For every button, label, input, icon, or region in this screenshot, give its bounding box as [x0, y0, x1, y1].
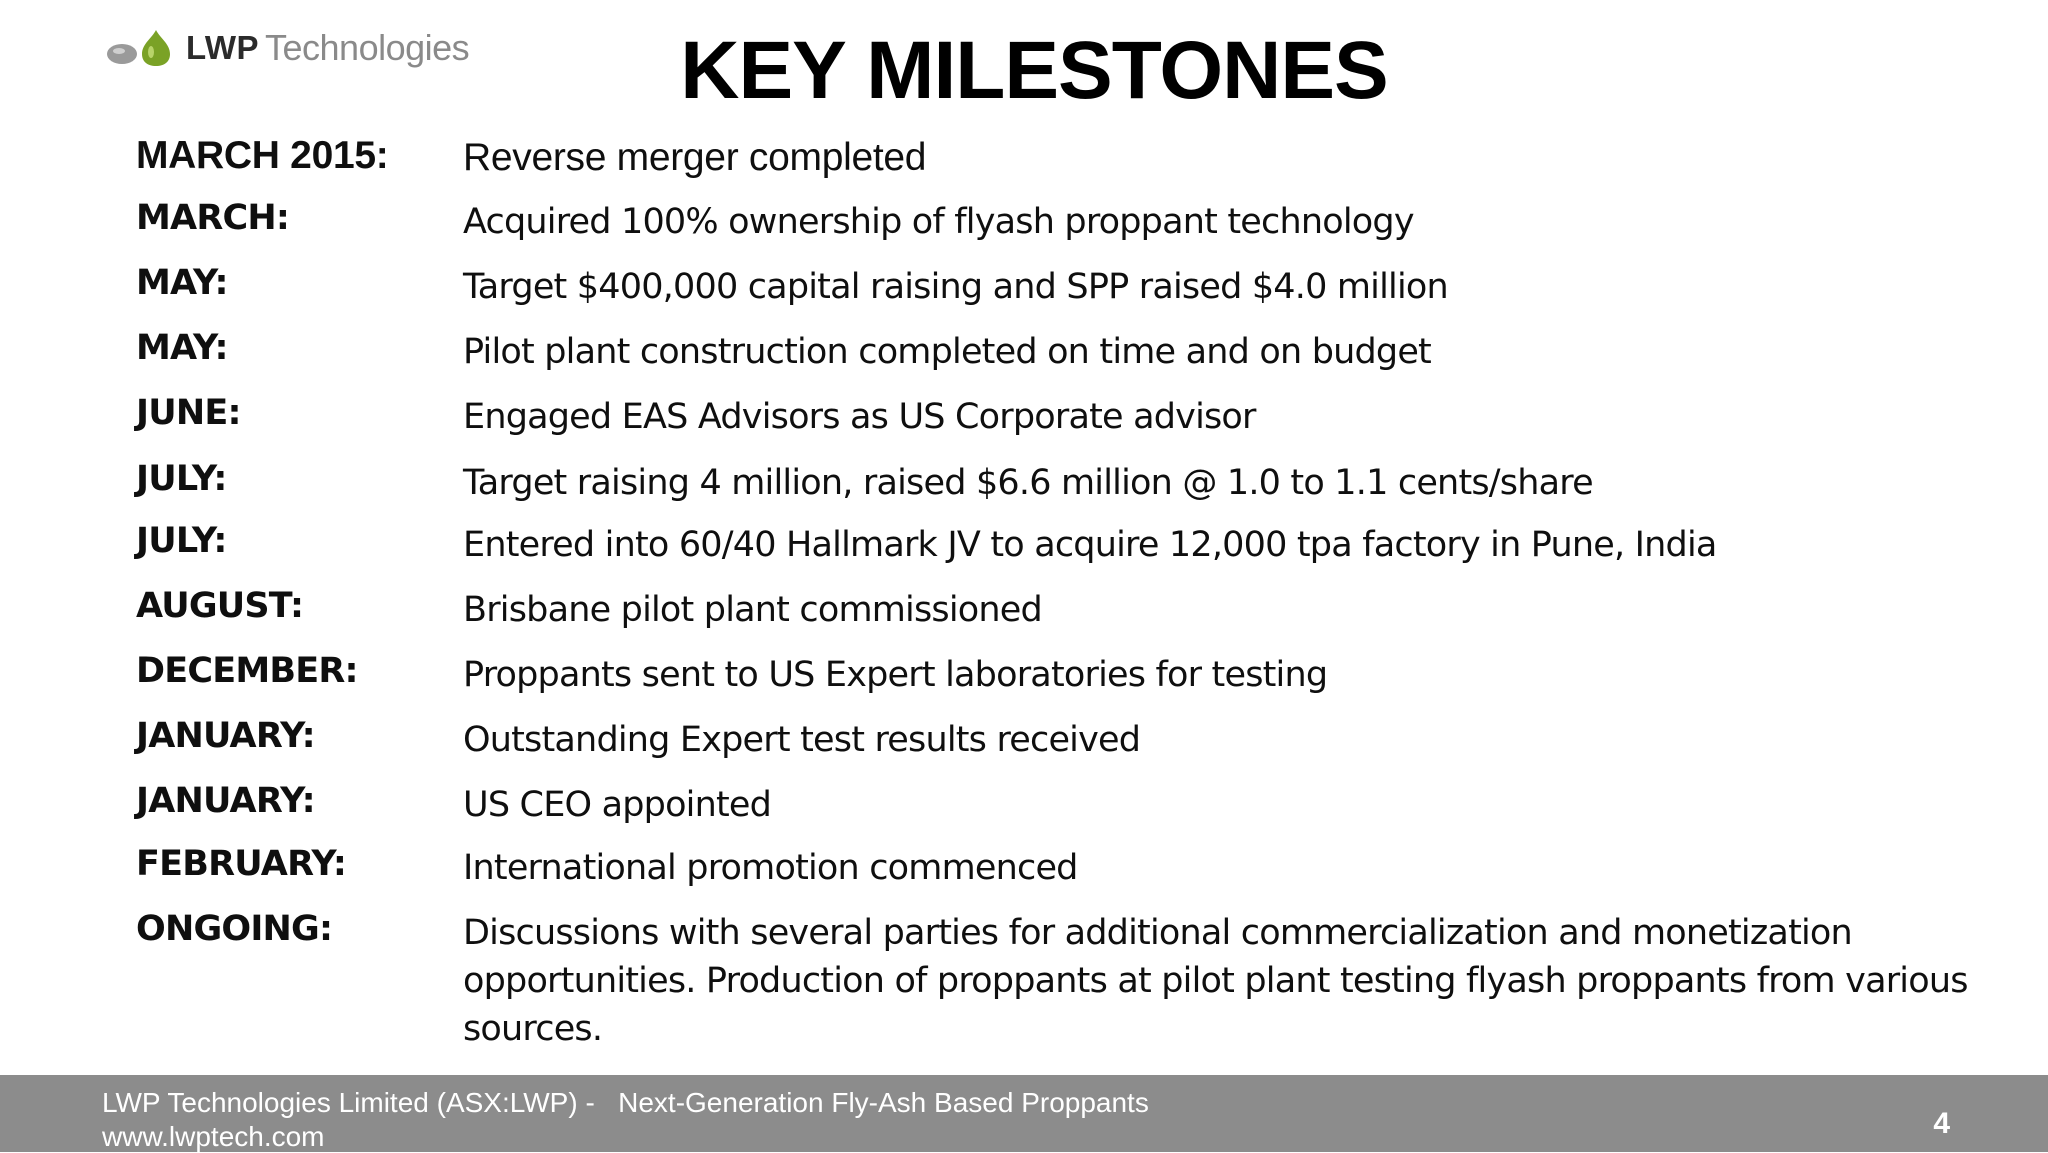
milestone-text: Brisbane pilot plant commissioned — [463, 590, 1042, 630]
slide-title: KEY MILESTONES — [680, 25, 1388, 116]
milestone-text: Entered into 60/40 Hallmark JV to acquire 12,000 tpa factory in Pune, India — [463, 525, 1717, 565]
milestone-text: Acquired 100% ownership of flyash proppant technology — [463, 202, 1414, 242]
page-number: 4 — [1933, 1107, 1950, 1140]
milestone-text: International promotion commenced — [463, 848, 1078, 888]
milestone-text: Pilot plant construction completed on time and on budget — [463, 332, 1431, 372]
milestone-date: MARCH 2015: — [136, 134, 389, 177]
milestone-text: Target raising 4 million, raised $6.6 million @ 1.0 to 1.1 cents/share — [463, 463, 1593, 503]
milestone-date: DECEMBER: — [136, 651, 358, 691]
footer-company: LWP Technologies Limited (ASX:LWP) - Next-Generation Fly-Ash Based Proppants — [102, 1087, 1149, 1118]
milestone-date: MARCH: — [136, 198, 290, 238]
logo-brand: LWP — [186, 29, 259, 66]
footer-website: www.lwptech.com — [102, 1121, 325, 1152]
milestone-date: JULY: — [136, 521, 227, 561]
milestone-text: Discussions with several parties for additional commercialization and monetization opportunities. Production of proppants at pilot plant testing flyash proppants from various sources. — [463, 913, 1968, 1049]
milestone-text: US CEO appointed — [463, 785, 772, 825]
milestone-text: Reverse merger completed — [463, 136, 927, 179]
milestone-date: AUGUST: — [136, 586, 304, 626]
milestone-text: Proppants sent to US Expert laboratories for testing — [463, 655, 1328, 695]
milestone-date: JUNE: — [136, 393, 241, 433]
milestone-date: FEBRUARY: — [136, 844, 347, 884]
logo-suffix: Technologies — [265, 27, 470, 68]
milestone-text: Outstanding Expert test results received — [463, 720, 1141, 760]
milestone-date: JULY: — [136, 459, 227, 499]
milestone-date: MAY: — [136, 328, 228, 368]
milestone-date: MAY: — [136, 263, 228, 303]
footer-bar — [0, 1075, 2048, 1152]
milestone-text: Target $400,000 capital raising and SPP raised $4.0 million — [463, 267, 1448, 307]
milestone-text: Engaged EAS Advisors as US Corporate advisor — [463, 397, 1256, 437]
milestone-date: JANUARY: — [136, 716, 315, 756]
milestone-date: ONGOING: — [136, 909, 333, 949]
milestone-date: JANUARY: — [136, 781, 315, 821]
